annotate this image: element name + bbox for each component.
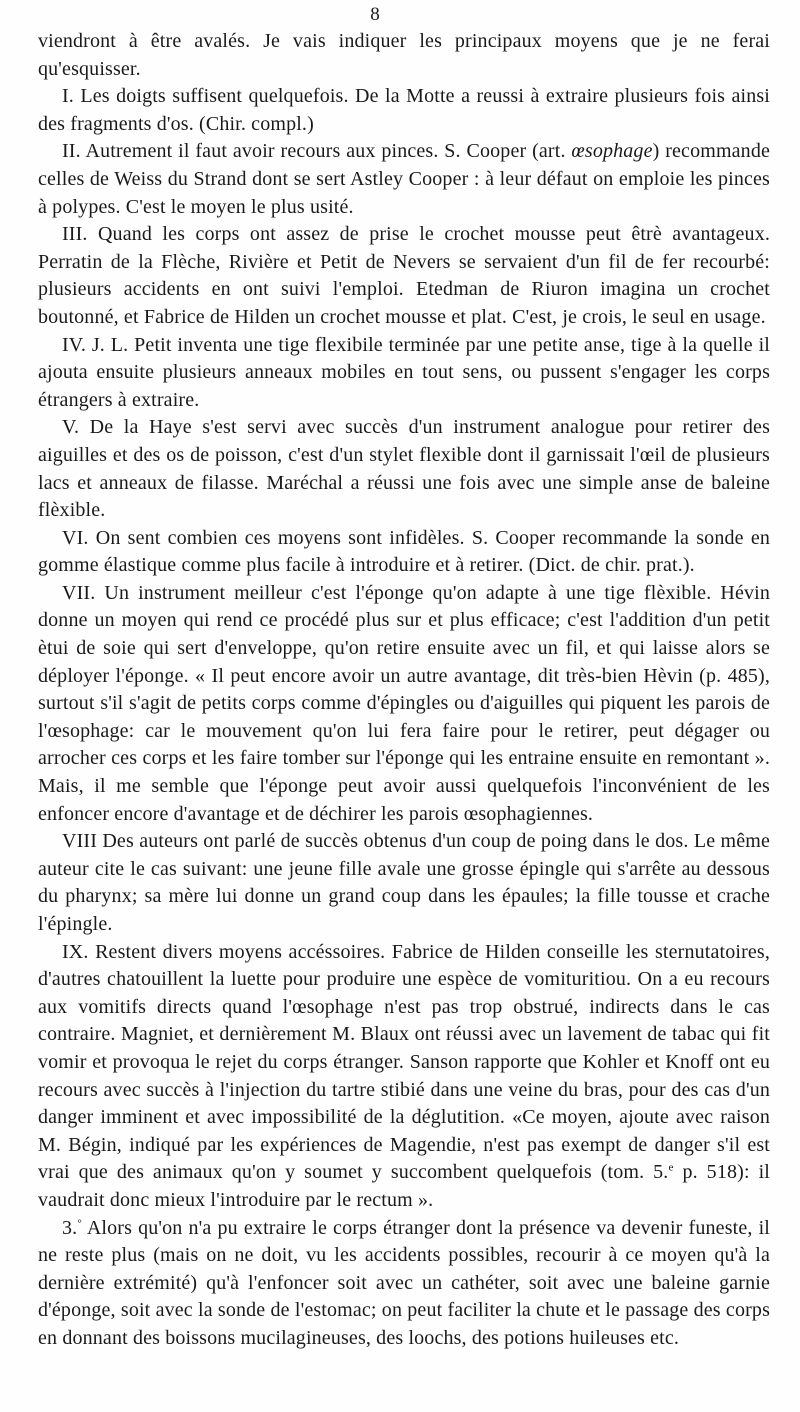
paragraph-3-numeral: 3. (62, 1216, 78, 1239)
paragraph-3-text: Alors qu'on n'a pu extraire le corps étranger dont la présence va devenir funeste, il ne reste plus (mais on ne doit, vu les accidents possibles, recourir à ce moyen qu'à la dernière extrémité) qu'à l'enfoncer soit avec un cathéter, soit avec une baleine garnie d'éponge, soit avec la sonde de l'estomac; on peut faciliter la chute et le passage des corps en donnant des boissons mucilagineuses, des loochs, des potions huileuses etc. (38, 1216, 770, 1349)
paragraph-3-sup: ° (77, 1216, 82, 1229)
paragraph-vii: VII. Un instrument meilleur c'est l'éponge qu'on adapte à une tige flèxible. Hévin donne un moyen qui rend ce procédé plus sur et plus efficace; c'est l'addition d'un petit ètui de soie qui sert d'enveloppe, qu'on retire ensuite avec un fil, et qui laisse alors se déployer l'éponge. « Il peut encore avoir un autre avantage, dit très-bien Hèvin (p. 485), surtout s'il s'agit de petits corps comme d'épingles ou d'aiguilles qui piquent les parois de l'œsophage: car le mouvement qu'on lui fera faire pour le retirer, peut dégager ou arrocher ces corps et les faire tomber sur l'éponge qui les entraine ensuite en remontant ». Mais, il me semble que l'éponge peut avoir aussi quelquefois l'inconvénient de les enfoncer encore d'avantage et de déchirer les parois œsophagiennes. (38, 581, 770, 825)
paragraph-ii-numeral: II. (62, 140, 81, 163)
body-text (38, 28, 770, 1353)
paragraph-ix-after: p. 518): il vaudrait donc mieux l'introduire par le rectum ». (38, 1161, 770, 1211)
paragraph-3 (38, 1215, 770, 1353)
paragraph-ii-after: ) recommande celles de Weiss du Strand dont se sert Astley Cooper : à leur défaut on emploie les pinces à polypes. C'est le moyen le plus usité. (38, 140, 771, 218)
paragraph-v: V. De la Haye s'est servi avec succès d'un instrument analogue pour retirer des aiguilles et des os de poisson, c'est d'un stylet flexible dont il garnissait l'œil de plusieurs lacs et anneaux de filasse. Maréchal a réussi une fois avec une simple anse de baleine flèxible. (38, 416, 770, 522)
paragraph-ix-sup: e (668, 1161, 674, 1174)
paragraph-iii: III. Quand les corps ont assez de prise le crochet mousse peut êtrè avantageux. Perratin de la Flèche, Rivière et Petit de Nevers se servaient d'un fil de fer recourbé: plusieurs accidents en ont suivi l'emploi. Etedman de Riuron imagina un crochet boutonné, et Fabrice de Hilden un crochet mousse et plat. C'est, je crois, le seul en usage. (38, 223, 770, 328)
paragraph-i: I. Les doigts suffisent quelquefois. De la Motte a reussi à extraire plusieurs fois ainsi des fragments d'os. (Chir. compl.) (38, 85, 770, 135)
paragraph-ii-italic: œsophage (571, 140, 653, 163)
paragraph-ii-text: Autrement il faut avoir recours aux pinces. S. Cooper (art. (85, 140, 566, 163)
paragraph-iv: IV. J. L. Petit inventa une tige flexibile terminée par une petite anse, tige à la quelle il ajouta ensuite plusieurs anneaux mobiles en tout sens, ou pussent s'engager les corps étrangers à extraire. (38, 333, 770, 411)
paragraph-ii (38, 138, 770, 221)
paragraph-viii: VIII Des auteurs ont parlé de succès obtenus d'un coup de poing dans le dos. Le même auteur cite le cas suivant: une jeune fille avale une grosse épingle qui s'arrête au dessous du pharynx; sa mère lui donne un grand coup dans les épaules; la fille tousse et crache l'épingle. (38, 830, 770, 935)
paragraph-ix-text: IX. Restent divers moyens accéssoires. Fabrice de Hilden conseille les sternutatoires, d'autres chatouillent la luette pour produire une espèce de vomituritiou. On a eu recours aux vomitifs directs quand l'œsophage n'est pas trop obstrué, indirects dans le cas contraire. Magniet, et dernièrement M. Blaux ont réussi avec un lavement de tabac qui fit vomir et provoqua le rejet du corps étranger. Sanson rapporte que Kohler et Knoff ont eu recours avec succès à l'injection du tartre stibié dans une veine du bras, pour des cas d'un danger imminent et avec impossibilité de la déglutition. «Ce moyen, ajoute avec raison M. Bégin, indiqué par les expériences de Magendie, n'est pas exempt de danger s'il est vrai que des animaux qu'on y soumet y succombent quelquefois (tom. 5. (38, 940, 770, 1184)
page-number: 8 (370, 4, 380, 25)
paragraph-intro: viendront à être avalés. Je vais indiquer les principaux moyens que je ne ferai qu'esquisser. (38, 30, 770, 80)
paragraph-vi: VI. On sent combien ces moyens sont infidèles. S. Cooper recommande la sonde en gomme élastique comme plus facile à introduire et à retirer. (Dict. de chir. prat.). (38, 526, 770, 577)
paragraph-ix (38, 939, 770, 1215)
